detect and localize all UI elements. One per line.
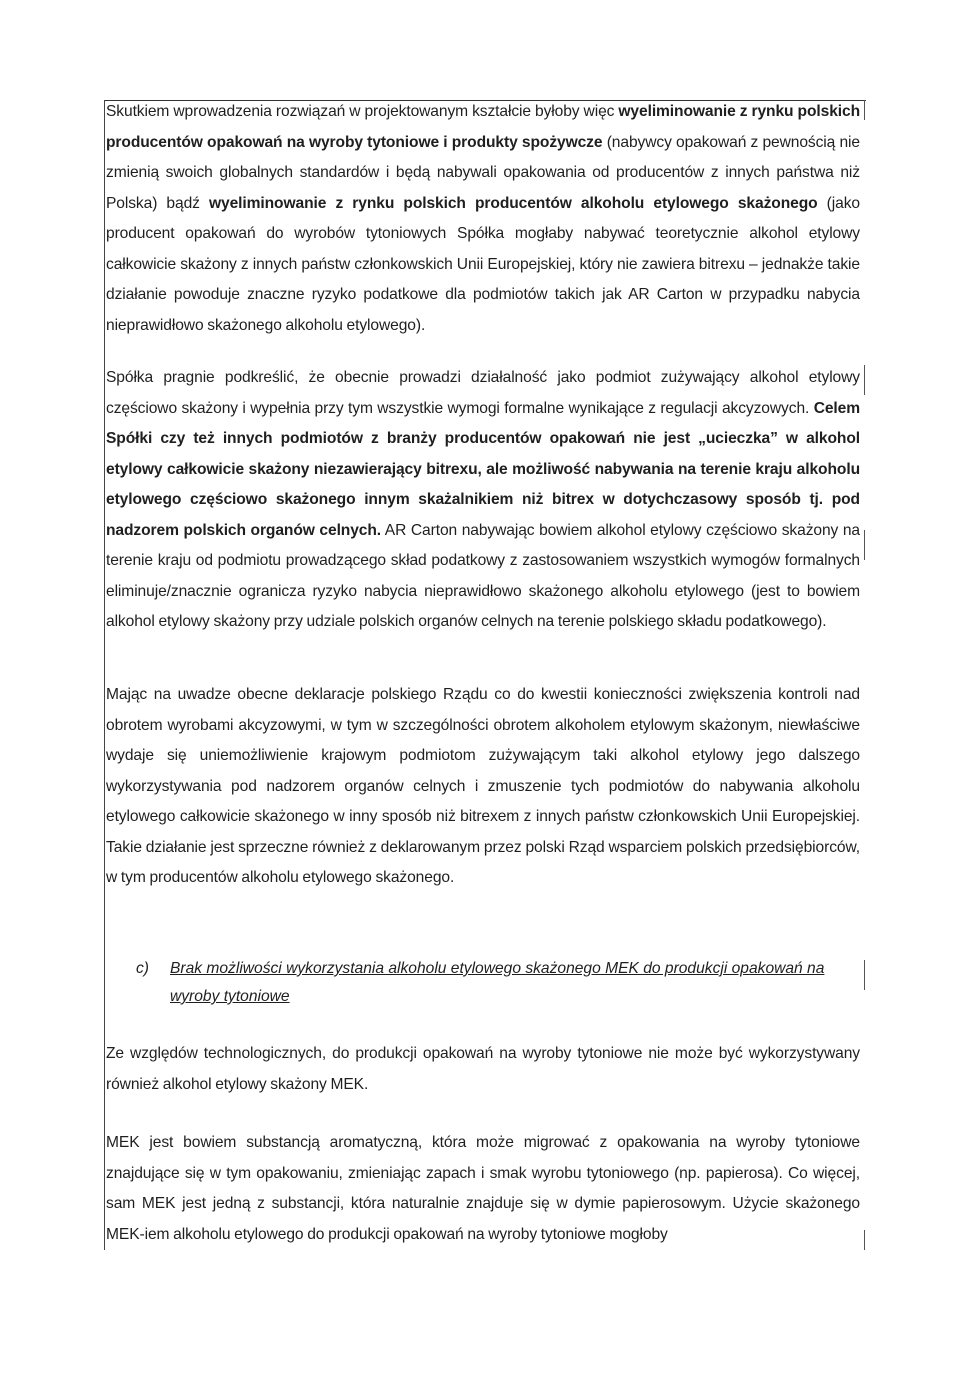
paragraph-text: Spółka pragnie podkreślić, że obecnie prowadzi działalność jako podmiot zużywający alkohol etylowy częściowo skażony i wypełnia przy tym wszystkie wymogi formalne wynikające z regulacji akcyzowych. xyxy=(106,369,860,417)
margin-line-left xyxy=(104,100,105,1250)
paragraph-bold-text: wyeliminowanie z rynku polskich producentów opakowań na wyroby tytoniowe i produkty spożywcze xyxy=(106,103,860,151)
section-heading xyxy=(136,955,866,1011)
margin-line-right xyxy=(864,100,865,120)
margin-line-right xyxy=(864,1230,865,1250)
section-letter: c) xyxy=(136,960,149,977)
paragraph-text: (jako producent opakowań do wyrobów tytoniowych Spółka mogłaby nabywać teoretycznie alkohol etylowy całkowicie skażony z innych państw członkowskich Unii Europejskiej, który nie zawiera bitrexu – jednakże takie działanie powoduje znaczne ryzyko podatkowe dla podmiotów takich jak AR Carton w przypadku nabycia nieprawidłowo skażonego alkoholu etylowego). xyxy=(106,194,860,334)
paragraph-4: Ze względów technologicznych, do produkcji opakowań na wyroby tytoniowe nie może być wykorzystywany również alkohol etylowy skażony MEK. xyxy=(106,1045,860,1093)
paragraph-bold-text: Celem Spółki czy też innych podmiotów z branży producentów opakowań nie jest „ucieczka” w alkohol etylowy całkowicie skażony niezawierający bitrexu, ale możliwość nabywania na terenie kraju alkoholu etylowego częściowo skażonego innym skażalnikiem niż bitrex w dotychczasowy sposób tj. pod nadzorem polskich organów celnych. xyxy=(106,399,860,539)
margin-line-right xyxy=(864,365,865,395)
paragraph-5: MEK jest bowiem substancją aromatyczną, która może migrować z opakowania na wyroby tytoniowe znajdujące się w tym opakowaniu, zmieniając zapach i smak wyrobu tytoniowego (np. papierosa). Co więcej, sam MEK jest jedną z substancji, która naturalnie znajduje się w dymie papierosowym. Użycie skażonego MEK-iem alkoholu etylowego do produkcji opakowań na wyroby tytoniowe mogłoby xyxy=(106,1134,860,1243)
paragraph-3: Mając na uwadze obecne deklaracje polskiego Rządu co do kwestii konieczności zwiększenia kontroli nad obrotem wyrobami akcyzowymi, w tym w szczególności obrotem alkoholem etylowym skażonym, niewłaściwe wydaje się uniemożliwienie krajowym podmiotom zużywającym taki alkohol etylowy jego dalszego wykorzystywania pod nadzorem organów celnych i zmuszenie tych podmiotów do nabywania alkoholu etylowego całkowicie skażonego w inny sposób niż bitrexem z innych państw członkowskich Unii Europejskiej. Takie działanie jest sprzeczne również z deklarowanym przez polski Rząd wsparciem polskich przedsiębiorców, w tym producentów alkoholu etylowego skażonego. xyxy=(106,686,860,886)
paragraph-text: Skutkiem wprowadzenia rozwiązań w projektowanym kształcie byłoby więc xyxy=(106,103,619,120)
paragraph-text: AR Carton nabywając bowiem alkohol etylowy częściowo skażony na terenie kraju od podmiotu prowadzącego skład podatkowy z zastosowaniem wszystkich wymogów formalnych eliminuje/znacznie ogranicza ryzyko nabycia nieprawidłowo skażonego alkoholu etylowego (jest to bowiem alkohol etylowy skażony przy udziale polskich organów celnych na terenie polskiego składu podatkowego). xyxy=(106,521,860,630)
section-title: Brak możliwości wykorzystania alkoholu etylowego skażonego MEK do produkcji opakowań na wyroby tytoniowe xyxy=(170,960,825,1005)
paragraph-2 xyxy=(106,363,860,638)
paragraph-1 xyxy=(106,97,860,341)
margin-line-right xyxy=(864,530,865,560)
paragraph-text: (nabywcy opakowań z pewnością nie zmienią swoich globalnych standardów i będą nabywali opakowania od producentów z innych państwa niż Polska) bądź xyxy=(106,133,860,212)
paragraph-bold-text: wyeliminowanie z rynku polskich producentów alkoholu etylowego skażonego xyxy=(209,194,818,212)
